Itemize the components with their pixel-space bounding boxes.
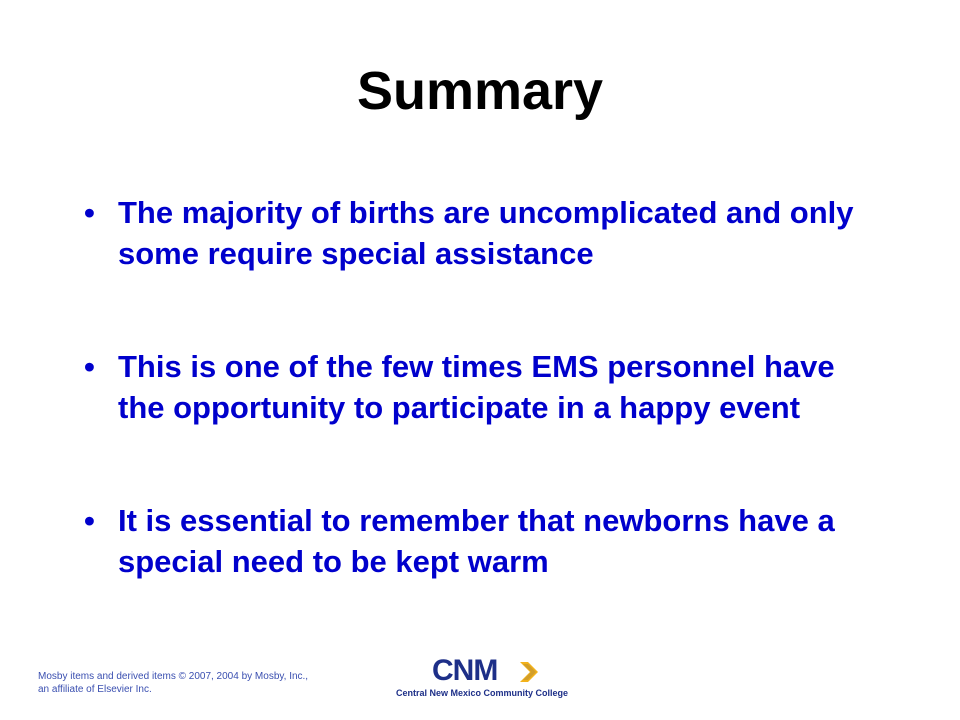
- bullet-list: [84, 192, 884, 582]
- copyright-notice: [38, 670, 308, 696]
- bullet-marker: •: [84, 195, 95, 230]
- bullet-text: The majority of births are uncomplicated and only some require special assistance: [118, 195, 854, 271]
- copyright-line-2: an affiliate of Elsevier Inc.: [38, 684, 152, 695]
- cnm-logo-subtitle: Central New Mexico Community College: [395, 688, 569, 698]
- bullet-item: [84, 192, 884, 274]
- cnm-logo: [392, 656, 572, 702]
- cnm-logo-text: CNM: [432, 654, 498, 687]
- bullet-text: This is one of the few times EMS personnel have the opportunity to participate in a happy event: [118, 349, 835, 425]
- bullet-item: [84, 346, 884, 428]
- copyright-line-1: Mosby items and derived items © 2007, 2004 by Mosby, Inc.,: [38, 671, 309, 682]
- bullet-item: [84, 500, 884, 582]
- bullet-text: It is essential to remember that newborns have a special need to be kept warm: [118, 503, 835, 579]
- bullet-marker: •: [84, 349, 95, 384]
- slide-title: Summary: [356, 61, 604, 121]
- bullet-marker: •: [84, 503, 95, 538]
- chevron-right-icon: [520, 662, 538, 682]
